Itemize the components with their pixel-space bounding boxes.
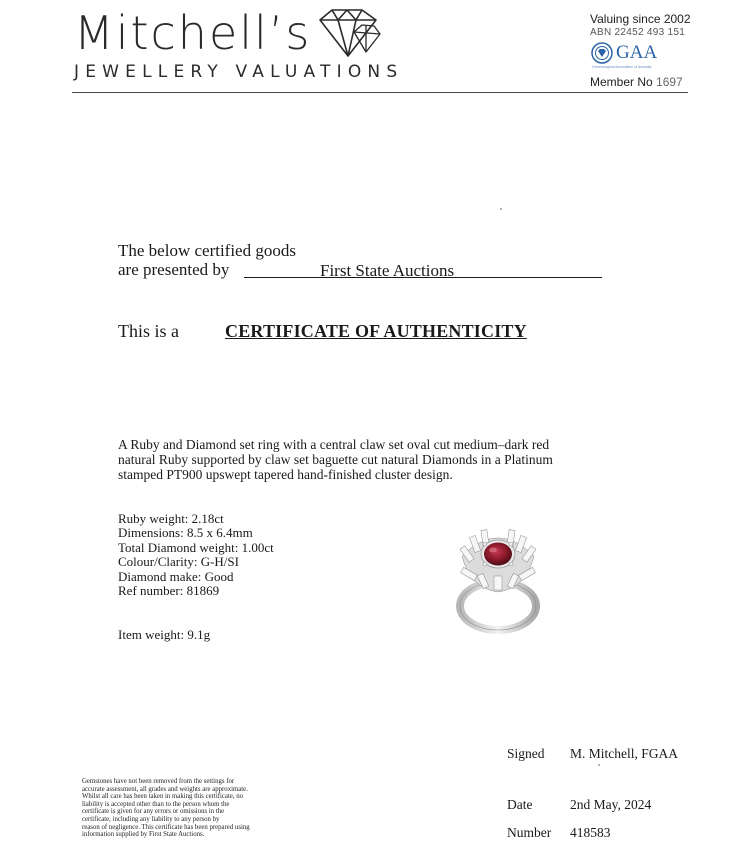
brand-subtitle: JEWELLERY VALUATIONS — [74, 62, 404, 82]
ring-photo — [446, 508, 550, 636]
spec-ruby-weight: Ruby weight: 2.18ct — [118, 511, 224, 526]
disclaimer-line: Gemstones have not been removed from the settings for — [82, 778, 235, 785]
scan-speck — [598, 764, 600, 766]
intro-line-2: are presented by — [118, 260, 230, 279]
presenter-name: First State Auctions — [320, 261, 455, 280]
description-line-1: A Ruby and Diamond set ring with a central claw set oval cut medium–dark red — [118, 437, 550, 452]
member-number-value: 1697 — [656, 75, 683, 89]
intro-line-1: The below certified goods — [118, 241, 296, 260]
disclaimer-line: reason of negligence. This certificate has been prepared using — [82, 823, 250, 831]
signed-label: Signed — [507, 746, 545, 761]
certificate-prefix: This is a — [118, 321, 179, 341]
spec-colour-clarity: Colour/Clarity: G-H/SI — [118, 554, 239, 569]
date-value: 2nd May, 2024 — [570, 797, 652, 812]
disclaimer-line: accurate assessment, all grades and weights are approximate. — [82, 785, 248, 793]
gaa-seal-icon — [591, 42, 613, 64]
spec-diamond-weight: Total Diamond weight: 1.00ct — [118, 540, 274, 555]
disclaimer-line: liability is accepted other than to the person whom the — [82, 800, 230, 808]
number-value: 418583 — [570, 825, 611, 840]
brand-name: Mitchell’s — [74, 6, 312, 60]
abn-number: ABN 22452 493 151 — [590, 27, 686, 38]
gaa-full-name: Gemmological Association of Australia — [592, 65, 652, 69]
header-divider — [72, 92, 688, 93]
description-line-3: stamped PT900 upswept tapered hand-finished cluster design. — [118, 467, 453, 482]
disclaimer-line: certificate is given for any errors or omissions in the — [82, 808, 225, 816]
disclaimer — [82, 778, 292, 839]
member-label: Member No — [590, 75, 653, 89]
signed-value: M. Mitchell, FGAA — [570, 746, 678, 761]
spec-diamond-make: Diamond make: Good — [118, 569, 234, 584]
disclaimer-line: information supplied by First State Auctions. — [82, 831, 205, 839]
spec-dimensions: Dimensions: 8.5 x 6.4mm — [118, 525, 253, 540]
description-line-2: natural Ruby supported by claw set baguette cut natural Diamonds in a Platinum — [118, 452, 553, 467]
scan-speck — [500, 208, 502, 210]
date-label: Date — [507, 797, 533, 812]
disclaimer-line: certificate, including any liability to any person by — [82, 815, 220, 823]
number-label: Number — [507, 825, 552, 840]
valuing-since: Valuing since 2002 — [590, 12, 691, 26]
item-weight: Item weight: 9.1g — [118, 627, 211, 642]
certificate-title: CERTIFICATE OF AUTHENTICITY — [225, 321, 527, 341]
gaa-label: GAA — [616, 42, 658, 63]
spec-ref-number: Ref number: 81869 — [118, 583, 220, 598]
member-number — [590, 75, 683, 89]
disclaimer-line: Whilst all care has been taken in making this certificate, no — [82, 793, 243, 801]
diamond-logo-icon — [314, 6, 382, 60]
